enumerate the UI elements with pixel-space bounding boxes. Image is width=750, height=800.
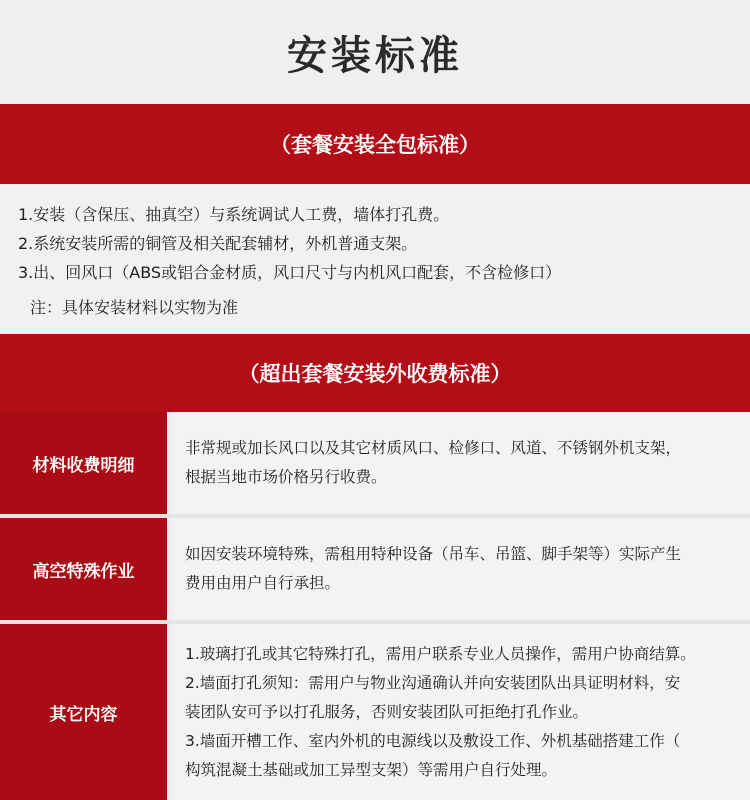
package-item: 1.安装（含保压、抽真空）与系统调试人工费，墙体打孔费。 (18, 205, 450, 224)
content-line: 1.玻璃打孔或其它特殊打孔，需用户联系专业人员操作，需用户协商结算。 (185, 644, 696, 663)
content-line: 根据当地市场价格另行收费。 (185, 468, 387, 486)
row-label: 其它内容 (0, 624, 167, 800)
table-row-high-altitude (0, 518, 750, 624)
content-line: 非常规或加长风口以及其它材质风口、检修口、风道、不锈钢外机支架， (185, 439, 682, 457)
package-item: 2.系统安装所需的铜管及相关配套辅材，外机普通支架。 (18, 234, 418, 253)
content-line: 构筑混凝土基础或加工异型支架）等需用户自行处理。 (185, 760, 558, 779)
table-row-material (0, 412, 750, 518)
content-line: 装团队安可予以打孔服务，否则安装团队可拒绝打孔作业。 (185, 702, 589, 721)
extra-fee-banner (0, 334, 750, 412)
row-label: 材料收费明细 (0, 412, 167, 514)
package-note: 注：具体安装材料以实物为准 (30, 298, 239, 317)
row-content (173, 412, 750, 514)
package-item: 3.出、回风口（ABS或铝合金材质，风口尺寸与内机风口配套，不含检修口） (18, 263, 562, 282)
content-line: 2.墙面打孔须知：需用户与物业沟通确认并向安装团队出具证明材料，安 (185, 673, 681, 692)
package-standard-banner (0, 104, 750, 184)
content-line: 如因安装环境特殊，需租用特种设备（吊车、吊篮、脚手架等）实际产生 (185, 545, 682, 563)
row-content (173, 518, 750, 620)
package-standard-list (0, 184, 750, 334)
table-row-other (0, 624, 750, 800)
content-line: 3.墙面开槽工作、室内外机的电源线以及敷设工作、外机基础搭建工作（ (185, 731, 681, 750)
row-content (173, 624, 750, 800)
row-label: 高空特殊作业 (0, 518, 167, 620)
extra-fee-table (0, 412, 750, 800)
title-area (0, 0, 750, 104)
extra-fee-banner-text: （超出套餐安装外收费标准） (238, 362, 512, 386)
package-standard-banner-text: （套餐安装全包标准） (270, 133, 480, 157)
content-line: 费用由用户自行承担。 (185, 574, 341, 592)
page-title: 安装标准 (287, 32, 463, 79)
